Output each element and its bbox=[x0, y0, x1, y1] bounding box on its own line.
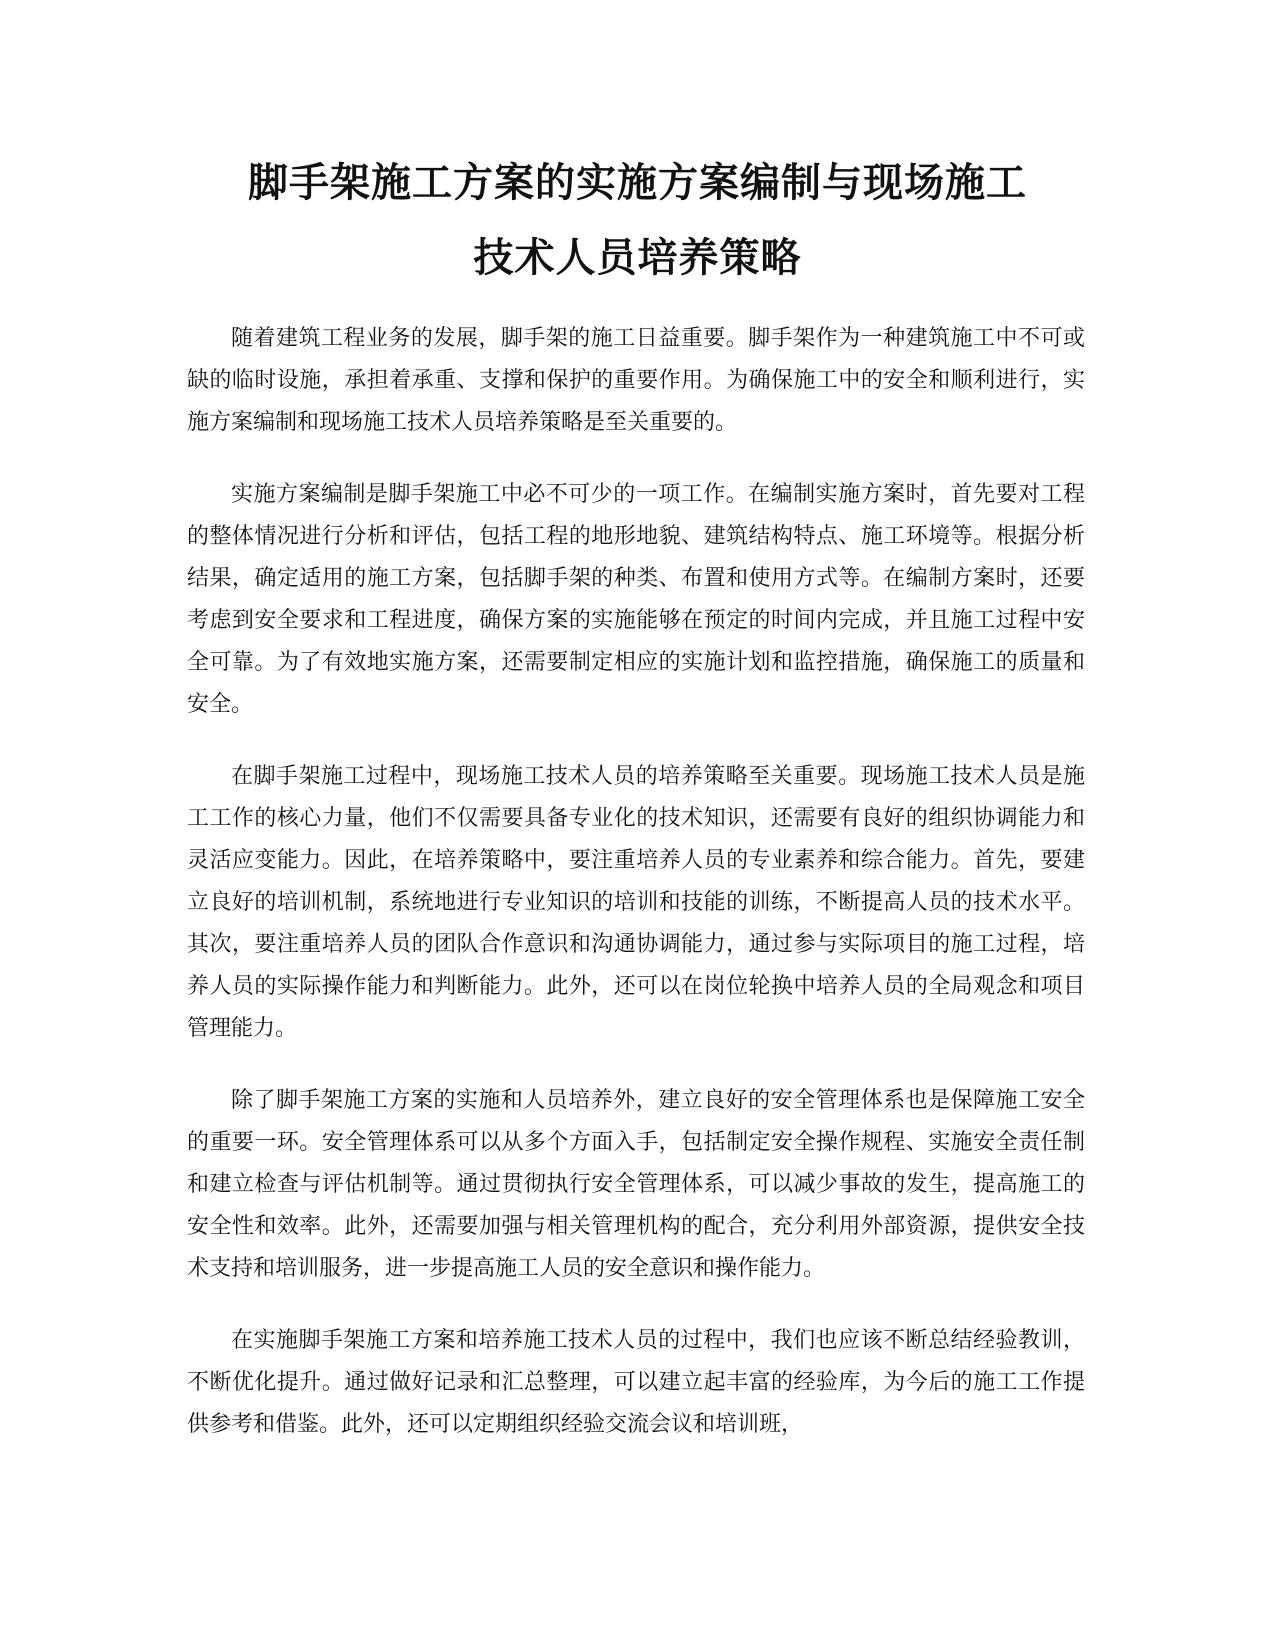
paragraph-1: 随着建筑工程业务的发展，脚手架的施工日益重要。脚手架作为一种建筑施工中不可或缺的临时设施，承担着承重、支撑和保护的重要作用。为确保施工中的安全和顺利进行，实施方案编制和现场施工技术人员培养策略是至关重要的。 bbox=[187, 326, 1085, 435]
paragraph-5: 在实施脚手架施工方案和培养施工技术人员的过程中，我们也应该不断总结经验教训，不断优化提升。通过做好记录和汇总整理，可以建立起丰富的经验库，为今后的施工工作提供参考和借鉴。此外，还可以定期组织经验交流会议和培训班， bbox=[187, 1328, 1085, 1437]
document-body bbox=[187, 318, 1085, 1476]
paragraph-2: 实施方案编制是脚手架施工中必不可少的一项工作。在编制实施方案时，首先要对工程的整体情况进行分析和评估，包括工程的地形地貌、建筑结构特点、施工环境等。根据分析结果，确定适用的施工方案，包括脚手架的种类、布置和使用方式等。在编制方案时，还要考虑到安全要求和工程进度，确保方案的实施能够在预定的时间内完成，并且施工过程中安全可靠。为了有效地实施方案，还需要制定相应的实施计划和监控措施，确保施工的质量和安全。 bbox=[187, 482, 1085, 717]
title-line-2: 技术人员培养策略 bbox=[473, 235, 802, 281]
document-title bbox=[150, 146, 1125, 296]
paragraph-3: 在脚手架施工过程中，现场施工技术人员的培养策略至关重要。现场施工技术人员是施工工作的核心力量，他们不仅需要具备专业化的技术知识，还需要有良好的组织协调能力和灵活应变能力。因此，在培养策略中，要注重培养人员的专业素养和综合能力。首先，要建立良好的培训机制，系统地进行专业知识的培训和技能的训练，不断提高人员的技术水平。其次，要注重培养人员的团队合作意识和沟通协调能力，通过参与实际项目的施工过程，培养人员的实际操作能力和判断能力。此外，还可以在岗位轮换中培养人员的全局观念和项目管理能力。 bbox=[187, 764, 1085, 1041]
title-line-1: 脚手架施工方案的实施方案编制与现场施工 bbox=[248, 160, 1027, 206]
paragraph-4: 除了脚手架施工方案的实施和人员培养外，建立良好的安全管理体系也是保障施工安全的重要一环。安全管理体系可以从多个方面入手，包括制定安全操作规程、实施安全责任制和建立检查与评估机制等。通过贯彻执行安全管理体系，可以减少事故的发生，提高施工的安全性和效率。此外，还需要加强与相关管理机构的配合，充分利用外部资源，提供安全技术支持和培训服务，进一步提高施工人员的安全意识和操作能力。 bbox=[187, 1088, 1085, 1281]
